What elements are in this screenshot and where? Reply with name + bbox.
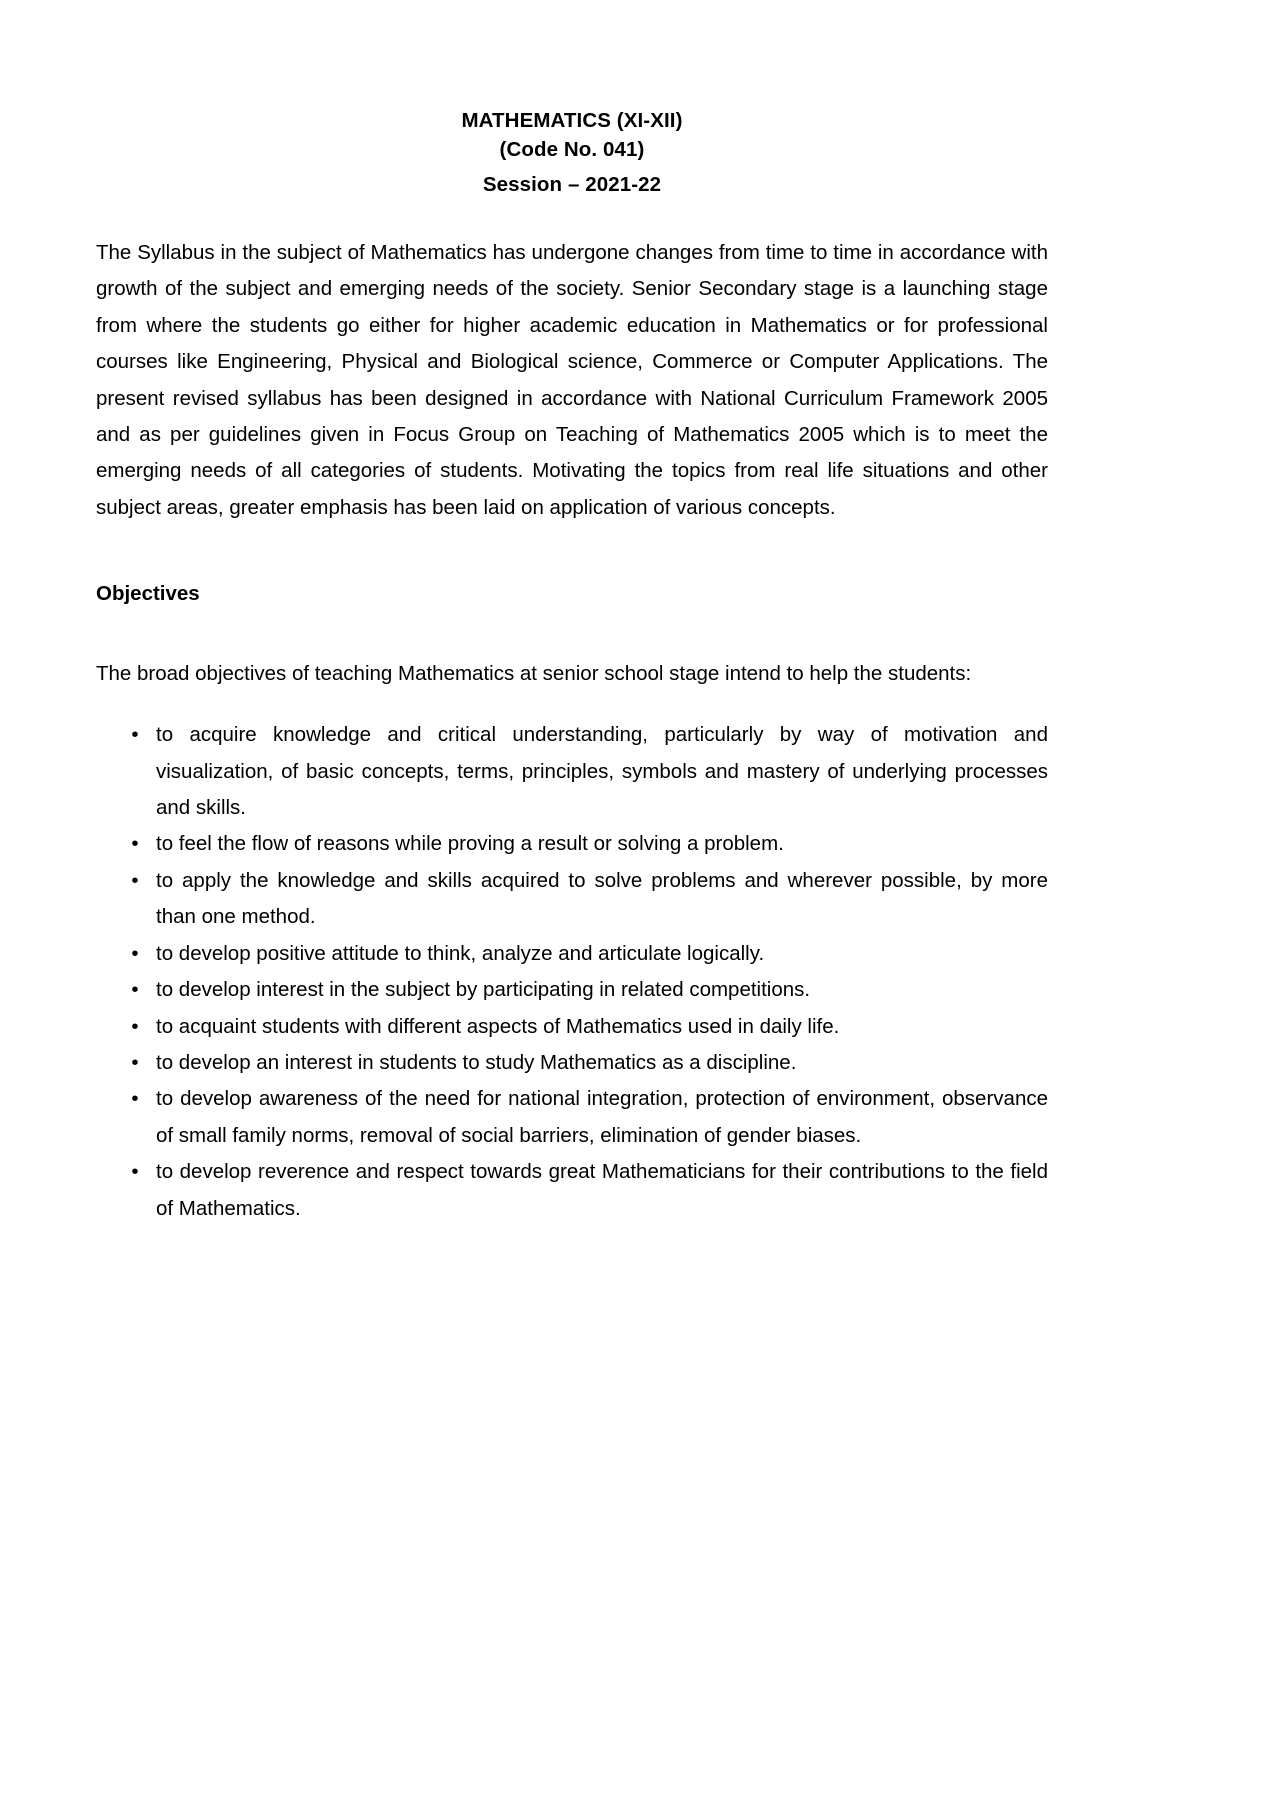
list-item-text: to feel the flow of reasons while proving a result or solving a problem.: [156, 832, 784, 856]
bullet-icon: •: [131, 723, 139, 747]
list-item-text: to develop awareness of the need for national integration, protection of environment, observance of small family norms, removal of social barriers, elimination of gender biases.: [156, 1087, 1048, 1147]
list-item-text: to apply the knowledge and skills acquired to solve problems and wherever possible, by more than one method.: [156, 868, 1048, 929]
bullet-icon: •: [131, 978, 139, 1002]
bullet-icon: •: [131, 868, 139, 892]
bullet-icon: •: [131, 1160, 139, 1184]
document-session: Session – 2021-22: [482, 173, 662, 196]
list-item: [96, 863, 1048, 936]
objectives-heading: Objectives: [96, 582, 200, 606]
bullet-icon: •: [131, 941, 139, 965]
list-item-text: to acquire knowledge and critical understanding, particularly by way of motivation and visualization, of basic concepts, terms, principles, symbols and mastery of underlying processes and skills.: [156, 723, 1048, 820]
document-header: [96, 106, 1048, 199]
list-item-text: to develop reverence and respect towards great Mathematicians for their contributions to the field of Mathematics.: [156, 1160, 1048, 1220]
list-item: [96, 1045, 1048, 1081]
objectives-lead-text: The broad objectives of teaching Mathematics at senior school stage intend to help the students:: [96, 662, 972, 686]
list-item: [96, 936, 1048, 972]
list-item: [96, 1081, 1048, 1154]
bullet-icon: •: [131, 832, 139, 856]
list-item: [96, 717, 1048, 826]
bullet-icon: •: [131, 1050, 139, 1074]
document-title-line-1: MATHEMATICS (XI-XII): [461, 109, 683, 132]
list-item-text: to develop an interest in students to study Mathematics as a discipline.: [156, 1050, 797, 1074]
bullet-icon: •: [131, 1087, 139, 1111]
document-subject-code: (Code No. 041): [499, 138, 645, 161]
list-item: [96, 826, 1048, 862]
list-item-text: to acquaint students with different aspects of Mathematics used in daily life.: [156, 1014, 840, 1038]
page-content: [96, 0, 1048, 1227]
intro-paragraph: The Syllabus in the subject of Mathematics has undergone changes from time to time in accordance with growth of the subject and emerging needs of the society. Senior Secondary stage is a launching stage from where the students go either for higher academic education in Mathematics or for professional courses like Engineering, Physical and Biological science, Commerce or Computer Applications. The present revised syllabus has been designed in accordance with National Curriculum Framework 2005 and as per guidelines given in Focus Group on Teaching of Mathematics 2005 which is to meet the emerging needs of all categories of students. Motivating the topics from real life situations and other subject areas, greater emphasis has been laid on application of various concepts.: [96, 241, 1048, 519]
objectives-list: [96, 717, 1048, 1227]
list-item-text: to develop positive attitude to think, analyze and articulate logically.: [156, 941, 765, 965]
list-item: [96, 1154, 1048, 1227]
list-item: [96, 972, 1048, 1008]
list-item: [96, 1009, 1048, 1045]
list-item-text: to develop interest in the subject by participating in related competitions.: [156, 978, 811, 1002]
bullet-icon: •: [131, 1014, 139, 1038]
